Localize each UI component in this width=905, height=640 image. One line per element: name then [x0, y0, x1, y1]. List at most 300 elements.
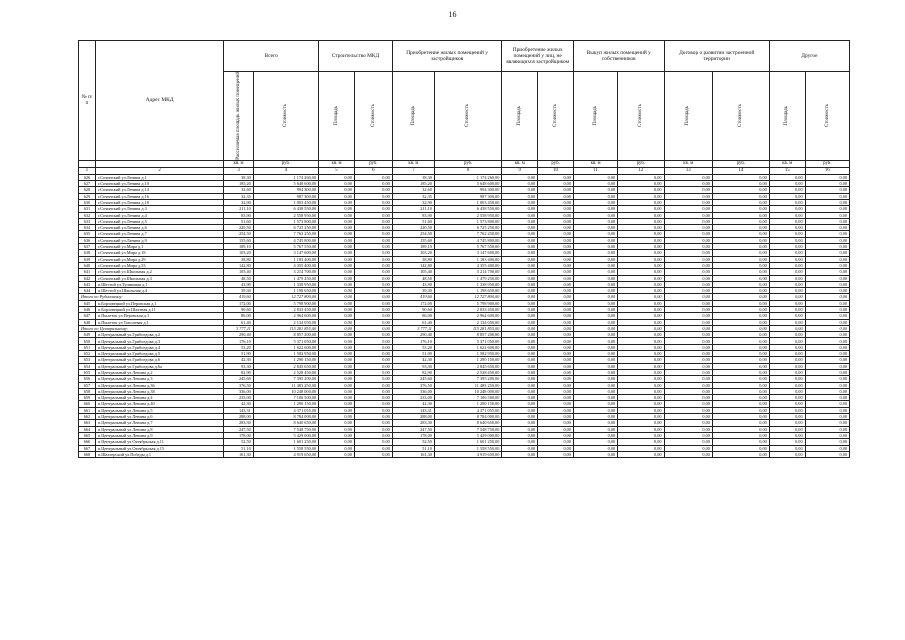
- zero-value-cell: 0,00: [354, 395, 392, 401]
- zero-value-cell: 0,00: [712, 382, 769, 388]
- zero-value-cell: 0,00: [769, 332, 805, 338]
- zero-value-cell: 0,00: [618, 338, 664, 344]
- total-cost-cell: 1 601 250,00: [253, 439, 318, 445]
- zero-value-cell: 0,00: [354, 401, 392, 407]
- zero-value-cell: 0,00: [712, 218, 769, 224]
- address-cell: г.Сочинский ул.Ленина д.5: [95, 218, 223, 224]
- row-number: 652: [79, 351, 96, 357]
- purchase-area-cell: 142,80: [392, 262, 434, 268]
- zero-value-cell: 0,00: [538, 275, 574, 281]
- zero-value-cell: 0,00: [618, 174, 664, 180]
- header-cost: Стоимость: [552, 104, 558, 128]
- zero-value-cell: 0,00: [805, 174, 849, 180]
- purchase-area-cell: 176,10: [392, 338, 434, 344]
- purchase-cost-cell: 1 183 400,00: [434, 256, 501, 262]
- zero-value-cell: 0,00: [664, 369, 712, 375]
- purchase-area-cell: 61,40: [392, 319, 434, 325]
- zero-value-cell: 0,00: [573, 218, 617, 224]
- total-area-cell: 189,10: [224, 244, 253, 250]
- total-area-cell: 211,10: [224, 206, 253, 212]
- zero-value-cell: 0,00: [538, 199, 574, 205]
- zero-value-cell: 0,00: [538, 395, 574, 401]
- zero-value-cell: 0,00: [354, 212, 392, 218]
- zero-value-cell: 0,00: [618, 237, 664, 243]
- zero-value-cell: 0,00: [573, 357, 617, 363]
- total-area-cell: 290,40: [224, 332, 253, 338]
- zero-value-cell: 0,00: [712, 300, 769, 306]
- zero-value-cell: 0,00: [502, 231, 538, 237]
- purchase-area-cell: 83,90: [392, 212, 434, 218]
- zero-value-cell: 0,00: [319, 294, 355, 300]
- zero-value-cell: 0,00: [712, 225, 769, 231]
- total-cost-cell: 10 248 000,00: [253, 388, 318, 394]
- address-cell: г.Сочинский ул.Ленина д.6: [95, 225, 223, 231]
- zero-value-cell: 0,00: [805, 281, 849, 287]
- purchase-area-cell: 211,10: [392, 206, 434, 212]
- zero-value-cell: 0,00: [319, 351, 355, 357]
- zero-value-cell: 0,00: [712, 269, 769, 275]
- unit-sqm: кв. м: [664, 160, 712, 167]
- zero-value-cell: 0,00: [354, 225, 392, 231]
- header-area: Площадь: [784, 106, 790, 126]
- zero-value-cell: 0,00: [805, 439, 849, 445]
- zero-value-cell: 0,00: [319, 300, 355, 306]
- zero-value-cell: 0,00: [538, 369, 574, 375]
- zero-value-cell: 0,00: [538, 451, 574, 457]
- zero-value-cell: 0,00: [502, 376, 538, 382]
- zero-value-cell: 0,00: [769, 388, 805, 394]
- purchase-cost-cell: 5 798 900,00: [434, 300, 501, 306]
- zero-value-cell: 0,00: [354, 250, 392, 256]
- zero-value-cell: 0,00: [712, 294, 769, 300]
- total-area-cell: 142,80: [224, 262, 253, 268]
- purchase-cost-cell: 3 147 600,00: [434, 250, 501, 256]
- total-cost-cell: 1 479 250,00: [253, 275, 318, 281]
- zero-value-cell: 0,00: [319, 206, 355, 212]
- zero-value-cell: 0,00: [502, 325, 538, 331]
- total-cost-cell: 8 640 650,00: [253, 420, 318, 426]
- address-cell: г.Сочинский ул.Ленина д.9: [95, 237, 223, 243]
- zero-value-cell: 0,00: [319, 319, 355, 325]
- page-number: 16: [448, 10, 457, 19]
- row-number: 636: [79, 237, 96, 243]
- zero-value-cell: 0,00: [769, 451, 805, 457]
- row-number: 658: [79, 388, 96, 394]
- zero-value-cell: 0,00: [354, 237, 392, 243]
- zero-value-cell: 0,00: [502, 212, 538, 218]
- zero-value-cell: 0,00: [502, 281, 538, 287]
- address-cell: г.Сочинский ул.Мира д.18: [95, 250, 223, 256]
- purchase-area-cell: 172,00: [392, 300, 434, 306]
- purchase-cost-cell: 2 845 650,00: [434, 363, 501, 369]
- zero-value-cell: 0,00: [664, 237, 712, 243]
- total-cost-cell: 5 798 900,00: [253, 300, 318, 306]
- zero-value-cell: 0,00: [805, 395, 849, 401]
- purchase-cost-cell: 1 003 450,00: [434, 199, 501, 205]
- total-area-cell: 161,30: [224, 451, 253, 457]
- address-cell: п.Центральный ул.Ленина д.3: [95, 376, 223, 382]
- zero-value-cell: 0,00: [573, 332, 617, 338]
- row-number: 632: [79, 212, 96, 218]
- zero-value-cell: 0,00: [319, 306, 355, 312]
- total-cost-cell: 1 582 950,00: [253, 351, 318, 357]
- purchase-area-cell: 290,40: [392, 332, 434, 338]
- column-index-4: 4: [253, 167, 318, 174]
- zero-value-cell: 0,00: [573, 281, 617, 287]
- zero-value-cell: 0,00: [769, 313, 805, 319]
- total-cost-cell: 6 438 550,00: [253, 206, 318, 212]
- zero-value-cell: 0,00: [805, 231, 849, 237]
- row-number: 637: [79, 244, 96, 250]
- zero-value-cell: 0,00: [618, 231, 664, 237]
- zero-value-cell: 0,00: [805, 432, 849, 438]
- purchase-area-cell: 48,50: [392, 275, 434, 281]
- zero-value-cell: 0,00: [354, 288, 392, 294]
- row-number: 645: [79, 300, 96, 306]
- zero-value-cell: 0,00: [538, 193, 574, 199]
- zero-value-cell: 0,00: [538, 420, 574, 426]
- zero-value-cell: 0,00: [618, 218, 664, 224]
- zero-value-cell: 0,00: [502, 319, 538, 325]
- zero-value-cell: 0,00: [319, 445, 355, 451]
- zero-value-cell: 0,00: [664, 338, 712, 344]
- zero-value-cell: 0,00: [712, 388, 769, 394]
- zero-value-cell: 0,00: [805, 363, 849, 369]
- zero-value-cell: 0,00: [769, 439, 805, 445]
- zero-value-cell: 0,00: [664, 344, 712, 350]
- zero-value-cell: 0,00: [712, 357, 769, 363]
- address-cell: п.Центральный ул.Октябрьская д.11: [95, 439, 223, 445]
- zero-value-cell: 0,00: [769, 414, 805, 420]
- zero-value-cell: 0,00: [664, 325, 712, 331]
- zero-value-cell: 0,00: [664, 445, 712, 451]
- purchase-cost-cell: 12 727 800,00: [434, 294, 501, 300]
- address-cell: п.Центральный ул.Ленина д.4: [95, 395, 223, 401]
- zero-value-cell: 0,00: [805, 181, 849, 187]
- zero-value-cell: 0,00: [805, 420, 849, 426]
- total-cost-cell: 987 300,00: [253, 193, 318, 199]
- address-cell: п.Борзовецкий ул.Шахтная д.11: [95, 306, 223, 312]
- zero-value-cell: 0,00: [712, 363, 769, 369]
- zero-value-cell: 0,00: [712, 206, 769, 212]
- total-cost-cell: 1 174 260,00: [253, 174, 318, 180]
- zero-value-cell: 0,00: [805, 407, 849, 413]
- purchase-area-cell: 53,20: [392, 344, 434, 350]
- zero-value-cell: 0,00: [769, 300, 805, 306]
- purchase-area-cell: 42,30: [392, 357, 434, 363]
- header-area: Площадь: [410, 106, 416, 126]
- purchase-area-cell: 52,50: [392, 439, 434, 445]
- purchase-area-cell: 161,30: [392, 451, 434, 457]
- zero-value-cell: 0,00: [769, 338, 805, 344]
- total-cost-cell: 1 290 150,00: [253, 357, 318, 363]
- purchase-cost-cell: 8 857 200,00: [434, 332, 501, 338]
- zero-value-cell: 0,00: [805, 256, 849, 262]
- zero-value-cell: 0,00: [769, 376, 805, 382]
- zero-value-cell: 0,00: [664, 231, 712, 237]
- total-area-cell: 38,30: [224, 174, 253, 180]
- zero-value-cell: 0,00: [805, 193, 849, 199]
- zero-value-cell: 0,00: [805, 206, 849, 212]
- zero-value-cell: 0,00: [664, 332, 712, 338]
- zero-value-cell: 0,00: [573, 181, 617, 187]
- header-purchase-other: Приобретение жилых помещений у лиц, не являющихся застройщиком: [502, 41, 574, 72]
- zero-value-cell: 0,00: [538, 332, 574, 338]
- purchase-cost-cell: 7 106 500,00: [434, 395, 501, 401]
- purchase-area-cell: 185,20: [392, 181, 434, 187]
- header-area: Площадь: [592, 106, 598, 126]
- purchase-area-cell: 90,60: [392, 306, 434, 312]
- total-cost-cell: 994 300,00: [253, 187, 318, 193]
- zero-value-cell: 0,00: [319, 369, 355, 375]
- zero-value-cell: 0,00: [712, 319, 769, 325]
- column-index-13: 13: [664, 167, 712, 174]
- zero-value-cell: 0,00: [354, 181, 392, 187]
- column-index-10: 10: [538, 167, 574, 174]
- total-area-cell: 105,40: [224, 269, 253, 275]
- zero-value-cell: 0,00: [502, 300, 538, 306]
- header-purchase-dev: Приобретение жилых помещений у застройщиков: [392, 41, 502, 72]
- zero-value-cell: 0,00: [573, 445, 617, 451]
- unit-sqm: кв. м: [224, 160, 253, 167]
- total-area-cell: 51,90: [224, 351, 253, 357]
- zero-value-cell: 0,00: [319, 187, 355, 193]
- zero-value-cell: 0,00: [664, 288, 712, 294]
- zero-value-cell: 0,00: [664, 275, 712, 281]
- purchase-area-cell: 93,30: [392, 363, 434, 369]
- purchase-area-cell: 376,50: [392, 382, 434, 388]
- zero-value-cell: 0,00: [618, 306, 664, 312]
- total-cost-cell: 8 857 200,00: [253, 332, 318, 338]
- purchase-cost-cell: 1 198 650,00: [434, 288, 501, 294]
- zero-value-cell: 0,00: [769, 351, 805, 357]
- zero-value-cell: 0,00: [319, 357, 355, 363]
- total-area-cell: 103,20: [224, 250, 253, 256]
- zero-value-cell: 0,00: [502, 401, 538, 407]
- zero-value-cell: 0,00: [319, 432, 355, 438]
- zero-value-cell: 0,00: [538, 187, 574, 193]
- zero-value-cell: 0,00: [573, 269, 617, 275]
- total-area-cell: 220,50: [224, 225, 253, 231]
- zero-value-cell: 0,00: [664, 401, 712, 407]
- purchase-cost-cell: 11 483 250,00: [434, 382, 501, 388]
- zero-value-cell: 0,00: [769, 187, 805, 193]
- unit-sqm: кв. м: [502, 160, 538, 167]
- total-area-cell: 43,90: [224, 281, 253, 287]
- total-cost-cell: 7 106 500,00: [253, 395, 318, 401]
- row-number: 666: [79, 439, 96, 445]
- zero-value-cell: 0,00: [805, 451, 849, 457]
- zero-value-cell: 0,00: [618, 344, 664, 350]
- address-cell: п.Центральный ул.Ленина д.2: [95, 369, 223, 375]
- address-cell: п.Центральный ул.Грибоедова д.2: [95, 332, 223, 338]
- zero-value-cell: 0,00: [354, 187, 392, 193]
- unit-sqm: кв. м: [319, 160, 355, 167]
- total-area-cell: 52,50: [224, 439, 253, 445]
- total-cost-cell: 5 371 050,00: [253, 338, 318, 344]
- zero-value-cell: 0,00: [319, 244, 355, 250]
- purchase-cost-cell: 1 174 260,00: [434, 174, 501, 180]
- zero-value-cell: 0,00: [354, 269, 392, 275]
- zero-value-cell: 0,00: [618, 206, 664, 212]
- total-cost-cell: 7 395 200,00: [253, 376, 318, 382]
- zero-value-cell: 0,00: [805, 199, 849, 205]
- zero-value-cell: 0,00: [538, 269, 574, 275]
- address-cell: г.Сочинский ул.Ленина д.1: [95, 174, 223, 180]
- zero-value-cell: 0,00: [573, 325, 617, 331]
- address-cell: п.Центральный ул.Грибоедова д.5: [95, 351, 223, 357]
- header-construction: Строительство МКД: [319, 41, 393, 72]
- zero-value-cell: 0,00: [573, 275, 617, 281]
- zero-value-cell: 0,00: [538, 244, 574, 250]
- zero-value-cell: 0,00: [354, 193, 392, 199]
- zero-value-cell: 0,00: [769, 325, 805, 331]
- purchase-cost-cell: 6 725 250,00: [434, 225, 501, 231]
- zero-value-cell: 0,00: [538, 281, 574, 287]
- zero-value-cell: 0,00: [712, 401, 769, 407]
- zero-value-cell: 0,00: [319, 395, 355, 401]
- zero-value-cell: 0,00: [502, 193, 538, 199]
- purchase-cost-cell: 8 640 650,00: [434, 420, 501, 426]
- zero-value-cell: 0,00: [573, 338, 617, 344]
- zero-value-cell: 0,00: [769, 256, 805, 262]
- zero-value-cell: 0,00: [354, 174, 392, 180]
- zero-value-cell: 0,00: [769, 382, 805, 388]
- zero-value-cell: 0,00: [618, 357, 664, 363]
- zero-value-cell: 0,00: [502, 237, 538, 243]
- zero-value-cell: 0,00: [538, 445, 574, 451]
- header-cost: Стоимость: [638, 104, 644, 128]
- total-area-cell: 245,60: [224, 376, 253, 382]
- purchase-area-cell: 32,60: [392, 187, 434, 193]
- purchase-cost-cell: 5 648 600,00: [434, 181, 501, 187]
- zero-value-cell: 0,00: [538, 288, 574, 294]
- zero-value-cell: 0,00: [502, 369, 538, 375]
- zero-value-cell: 0,00: [769, 244, 805, 250]
- zero-value-cell: 0,00: [664, 407, 712, 413]
- total-cost-cell: 5 767 550,00: [253, 244, 318, 250]
- purchase-cost-cell: 2 964 600,00: [434, 313, 501, 319]
- unit-sqm: кв. м: [573, 160, 617, 167]
- address-cell: п.Центральный ул.Ленина д.9: [95, 432, 223, 438]
- row-number: 660: [79, 401, 96, 407]
- address-cell: п.Центральный ул.Ленина д.7: [95, 420, 223, 426]
- row-number: 656: [79, 376, 96, 382]
- zero-value-cell: 0,00: [805, 401, 849, 407]
- zero-value-cell: 0,00: [538, 218, 574, 224]
- zero-value-cell: 0,00: [664, 351, 712, 357]
- zero-value-cell: 0,00: [319, 414, 355, 420]
- total-area-cell: 176,10: [224, 338, 253, 344]
- total-area-cell: 83,90: [224, 212, 253, 218]
- row-number: 640: [79, 262, 96, 268]
- zero-value-cell: 0,00: [664, 319, 712, 325]
- zero-value-cell: 0,00: [354, 325, 392, 331]
- zero-value-cell: 0,00: [769, 369, 805, 375]
- zero-value-cell: 0,00: [538, 306, 574, 312]
- address-cell: п.Центральный ул.Грибоедова д.6а: [95, 363, 223, 369]
- zero-value-cell: 0,00: [538, 325, 574, 331]
- zero-value-cell: 0,00: [319, 275, 355, 281]
- zero-value-cell: 0,00: [769, 294, 805, 300]
- zero-value-cell: 0,00: [502, 420, 538, 426]
- zero-value-cell: 0,00: [769, 231, 805, 237]
- zero-value-cell: 0,00: [573, 414, 617, 420]
- purchase-area-cell: 220,50: [392, 225, 434, 231]
- zero-value-cell: 0,00: [573, 376, 617, 382]
- total-cost-cell: 5 648 600,00: [253, 181, 318, 187]
- zero-value-cell: 0,00: [618, 351, 664, 357]
- zero-value-cell: 0,00: [805, 332, 849, 338]
- zero-value-cell: 0,00: [712, 181, 769, 187]
- purchase-area-cell: 32,35: [392, 193, 434, 199]
- zero-value-cell: 0,00: [354, 338, 392, 344]
- purchase-area-cell: 419,60: [392, 294, 434, 300]
- zero-value-cell: 0,00: [805, 426, 849, 432]
- zero-value-cell: 0,00: [712, 451, 769, 457]
- total-cost-cell: 2 558 950,00: [253, 212, 318, 218]
- total-area-cell: 185,20: [224, 181, 253, 187]
- zero-value-cell: 0,00: [664, 294, 712, 300]
- header-cost: Стоимость: [738, 104, 744, 128]
- total-area-cell: 32,60: [224, 187, 253, 193]
- zero-value-cell: 0,00: [712, 199, 769, 205]
- purchase-cost-cell: 5 371 050,00: [434, 338, 501, 344]
- zero-value-cell: 0,00: [319, 407, 355, 413]
- zero-value-cell: 0,00: [354, 281, 392, 287]
- purchase-cost-cell: 987 300,00: [434, 193, 501, 199]
- zero-value-cell: 0,00: [319, 199, 355, 205]
- zero-value-cell: 0,00: [573, 388, 617, 394]
- zero-value-cell: 0,00: [538, 174, 574, 180]
- zero-value-cell: 0,00: [769, 237, 805, 243]
- purchase-area-cell: 336,00: [392, 388, 434, 394]
- zero-value-cell: 0,00: [573, 432, 617, 438]
- zero-value-cell: 0,00: [319, 420, 355, 426]
- zero-value-cell: 0,00: [664, 244, 712, 250]
- zero-value-cell: 0,00: [618, 369, 664, 375]
- zero-value-cell: 0,00: [319, 218, 355, 224]
- zero-value-cell: 0,00: [618, 225, 664, 231]
- zero-value-cell: 0,00: [664, 451, 712, 457]
- zero-value-cell: 0,00: [502, 439, 538, 445]
- zero-value-cell: 0,00: [805, 288, 849, 294]
- address-cell: г.Сочинский ул.Ленина д.4: [95, 212, 223, 218]
- zero-value-cell: 0,00: [805, 218, 849, 224]
- zero-value-cell: 0,00: [538, 426, 574, 432]
- row-number: 626: [79, 174, 96, 180]
- zero-value-cell: 0,00: [538, 237, 574, 243]
- zero-value-cell: 0,00: [618, 244, 664, 250]
- address-cell: г.Сочинский ул.Ленина д.3: [95, 206, 223, 212]
- total-area-cell: 233,00: [224, 395, 253, 401]
- purchase-cost-cell: 4 355 400,00: [434, 262, 501, 268]
- zero-value-cell: 0,00: [354, 432, 392, 438]
- zero-value-cell: 0,00: [618, 376, 664, 382]
- zero-value-cell: 0,00: [618, 445, 664, 451]
- address-cell: п.Центральный ул.Ленина д.8: [95, 426, 223, 432]
- row-number: 639: [79, 256, 96, 262]
- row-number: 654: [79, 363, 96, 369]
- column-index-row: [79, 167, 850, 174]
- zero-value-cell: 0,00: [354, 414, 392, 420]
- zero-value-cell: 0,00: [805, 187, 849, 193]
- zero-value-cell: 0,00: [573, 407, 617, 413]
- zero-value-cell: 0,00: [805, 344, 849, 350]
- zero-value-cell: 0,00: [618, 432, 664, 438]
- zero-value-cell: 0,00: [538, 181, 574, 187]
- total-area-cell: 39,30: [224, 288, 253, 294]
